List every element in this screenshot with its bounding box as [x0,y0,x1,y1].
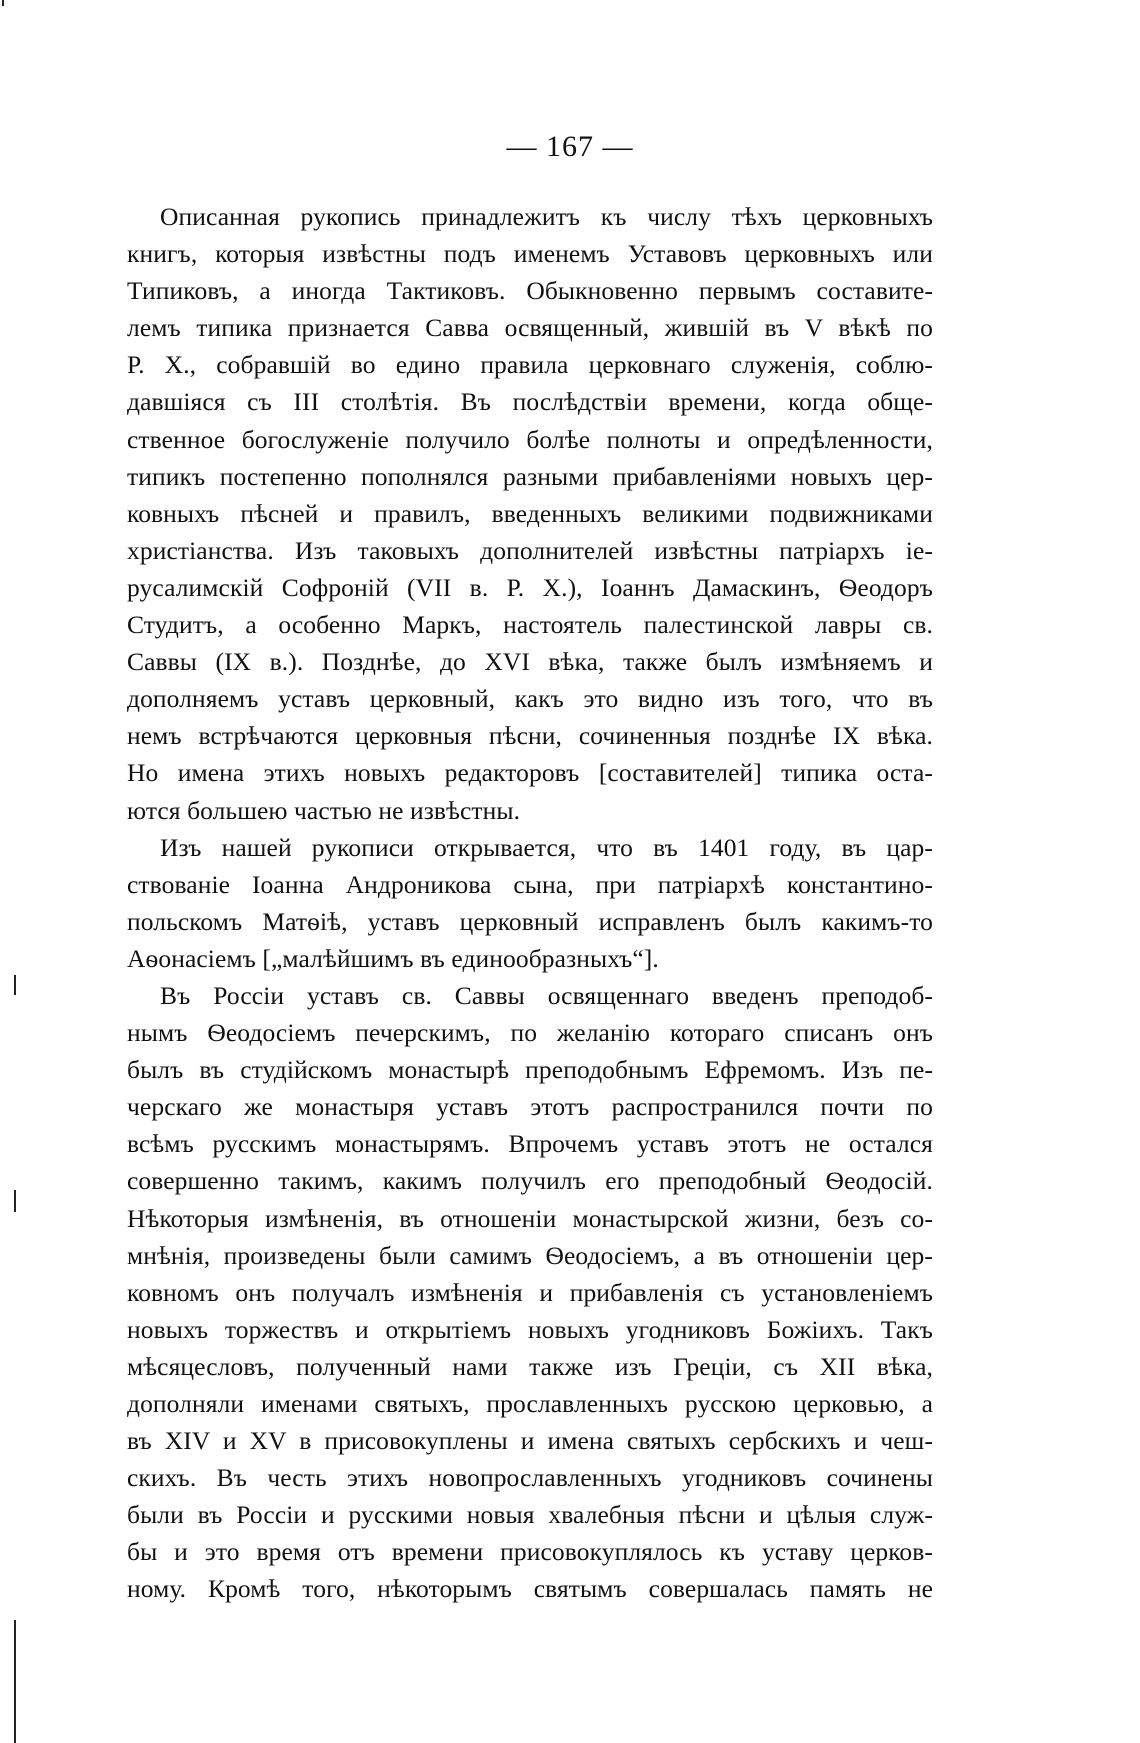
paragraph [127,829,933,977]
text-line: типикъ постепенно пополнялся разными прибавленіями новыхъ цер- [127,461,933,491]
text-line: Р. X., собравшій во едино правила церковнаго служенія, соблю- [127,350,933,380]
text-line: новыхъ торжествъ и открытіемъ новыхъ угодниковъ Божіихъ. Такъ [127,1314,933,1344]
text-line: мѣсяцесловъ, полученный нами также изъ Греціи, съ XII вѣка, [127,1351,933,1381]
text-line: бы и это время отъ времени присовокуплялось къ уставу церков- [127,1537,933,1567]
text-line: скихъ. Въ честь этихъ новопрославленныхъ угодниковъ сочинены [127,1463,933,1493]
text-line: Изъ нашей рукописи открывается, что въ 1401 году, въ цар- [160,832,933,862]
text-line: черскаго же монастыря уставъ этотъ распространился почти по [127,1092,933,1122]
text-line: Аѳонасіемъ [„малѣйшимъ въ единообразныхъ“]. [127,943,659,973]
text-line: давшіяся съ III столѣтія. Въ послѣдствіи времени, когда обще- [127,387,933,417]
text-line: Саввы (IX в.). Позднѣе, до XVI вѣка, также былъ измѣняемъ и [127,647,933,677]
text-line: Студитъ, а особенно Маркъ, настоятель палестинской лавры св. [127,610,933,640]
text-line: христіанства. Изъ таковыхъ дополнителей извѣстны патріархъ іе- [127,535,933,565]
text-line: ются большею частью не извѣстны. [127,795,521,825]
text-line: польскомъ Матѳіѣ, уставъ церковный исправленъ былъ какимъ-то [127,906,933,936]
paragraph [127,198,933,829]
text-line: дополняли именами святыхъ, прославленныхъ русскою церковью, а [127,1389,933,1418]
page-number: — 167 — [506,130,634,163]
body-text [127,198,933,1608]
text-line: мнѣнія, произведены были самимъ Ѳеодосіемъ, а въ отношеніи цер- [127,1240,933,1270]
text-line: лемъ типика признается Савва освященный, жившій въ V вѣкѣ по [127,313,933,343]
text-line: немъ встрѣчаются церковныя пѣсни, сочиненныя позднѣе IX вѣка. [127,721,933,751]
text-line: Описанная рукопись принадлежитъ къ числу тѣхъ церковныхъ [160,202,933,231]
text-line: нымъ Ѳеодосіемъ печерскимъ, по желанію котораго списанъ онъ [127,1018,933,1048]
text-line: были въ Россіи и русскими новыя хвалебныя пѣсни и цѣлыя служ- [127,1500,933,1530]
text-line: Въ Россіи уставъ св. Саввы освященнаго введенъ преподоб- [160,980,933,1010]
text-line: книгъ, которыя извѣстны подъ именемъ Уставовъ церковныхъ или [127,239,933,269]
scan-edge-mark [14,1620,16,1743]
paragraph [127,977,933,1608]
text-line: русалимскій Софроній (VII в. Р. X.), Іоаннъ Дамаскинъ, Ѳеодоръ [127,572,933,602]
text-line: дополняемъ уставъ церковный, какъ это видно изъ того, что въ [127,684,933,714]
text-line: всѣмъ русскимъ монастырямъ. Впрочемъ уставъ этотъ не остался [127,1129,933,1159]
text-line: Типиковъ, а иногда Тактиковъ. Обыкновенно первымъ составите- [127,276,933,306]
text-line: совершенно такимъ, какимъ получилъ его преподобный Ѳеодосій. [127,1166,933,1196]
text-line: въ XIV и XV в присовокуплены и имена святыхъ сербскихъ и чеш- [127,1426,933,1456]
text-line: ственное богослуженіе получило болѣе полноты и опредѣленности, [127,424,933,454]
text-line: ковныхъ пѣсней и правилъ, введенныхъ великими подвижниками [127,498,933,528]
scan-edge-mark [14,975,16,995]
text-line: ному. Кромѣ того, нѣкоторымъ святымъ совершалась память не [127,1574,933,1604]
scan-edge-mark [14,1190,16,1212]
text-line: ствованіе Іоанна Андроникова сына, при патріархѣ константино- [127,869,933,899]
text-line: ковномъ онъ получалъ измѣненія и прибавленія съ установленіемъ [127,1277,933,1307]
text-line: Но имена этихъ новыхъ редакторовъ [составителей] типика оста- [127,758,933,788]
text-line: Нѣкоторыя измѣненія, въ отношеніи монастырской жизни, безъ со- [127,1203,933,1233]
text-line: былъ въ студійскомъ монастырѣ преподобнымъ Ефремомъ. Изъ пе- [127,1055,933,1085]
scan-edge-mark [2,0,4,6]
